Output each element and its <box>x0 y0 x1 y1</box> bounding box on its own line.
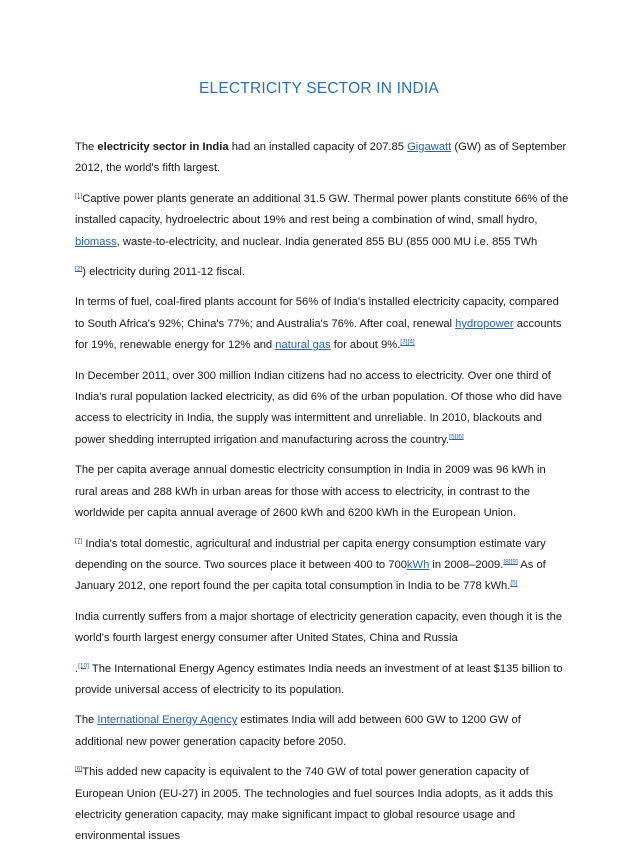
text-run: estimates India will add between 600 GW to 1200 GW of additional new power generation capacity before 2050. <box>75 714 521 748</box>
paragraph <box>75 137 569 180</box>
bold-text: electricity sector in India <box>97 141 229 153</box>
paragraph <box>75 189 569 253</box>
text-run: In December 2011, over 300 million Indian citizens had no access to electricity. Over one third of India's rural population lacked electricity, as did 6% of the urban population. Of those who did have access to electricity in India, the supply was intermittent and unreliable. In 2010, blackouts and power shedding interrupted irrigation and manufacturing across the country. <box>75 369 563 446</box>
text-run: , waste-to-electricity, and nuclear. India generated 855 BU (855 000 MU i.e. 855 TWh <box>116 235 538 248</box>
text-run: . <box>75 662 79 675</box>
text-run: As of January 2012, one report found the per capita total consumption in India to be 778 kWh. <box>75 558 546 593</box>
citation-link[interactable]: [10] <box>78 661 89 669</box>
text-run: In terms of fuel, coal-fired plants account for 56% of India's installed electricity capacity, compared to South Africa's 92%; China's 77%; and Australia's 76%. After coal, renewal <box>75 296 559 330</box>
paragraph <box>75 534 569 598</box>
paragraph <box>75 762 569 848</box>
text-run: (GW) as of September 2012, the world's fifth largest. <box>75 141 567 175</box>
hyperlink[interactable]: kWh <box>406 558 430 571</box>
paragraph <box>75 460 569 524</box>
citation <box>503 558 517 565</box>
citation-link[interactable]: [3][4] <box>400 338 415 346</box>
paragraph <box>75 710 569 753</box>
citation-link[interactable]: [6] <box>75 765 83 773</box>
document-body <box>75 137 569 857</box>
citation <box>400 339 414 346</box>
text-run: The International Energy Agency estimates India needs an investment of at least $135 billion to provide universal access of electricity to its population. <box>75 662 563 696</box>
text-run: The per capita average annual domestic electricity consumption in India in 2009 was 96 kWh in rural areas and 288 kWh in urban areas for those with access to electricity, in contrast to the worldwide per capita annual average of 2600 kWh and 6200 kWh in the European Union. <box>75 464 546 520</box>
document-title: ELECTRICITY SECTOR IN INDIA <box>199 80 439 97</box>
hyperlink[interactable]: International Energy Agency <box>97 714 238 727</box>
citation-link[interactable]: [5] <box>510 579 518 587</box>
citation <box>449 433 463 440</box>
text-run: India currently suffers from a major shortage of electricity generation capacity, even though it is the world's fourth largest energy consumer after United States, China and Russia <box>75 610 563 645</box>
hyperlink[interactable]: hydropower <box>455 317 514 330</box>
citation-link[interactable]: [7] <box>75 536 83 544</box>
citation-link[interactable]: [5][6] <box>449 433 464 441</box>
citation <box>510 580 517 587</box>
paragraph <box>75 292 569 356</box>
text-run: India's total domestic, agricultural and industrial per capita energy consumption estimate vary depending on the source. Two sources place it between 400 to 700 <box>75 537 546 571</box>
citation-link[interactable]: [2] <box>75 265 83 273</box>
text-run: accounts for 19%, renewable energy for 12% and <box>75 317 562 352</box>
text-run: Captive power plants generate an additional 31.5 GW. Thermal power plants constitute 66% of the installed capacity, hydroelectric about 19% and rest being a combination of wind, small hydro, <box>75 192 569 227</box>
text-run: had an installed capacity of 207.85 <box>228 141 408 153</box>
paragraph <box>75 366 569 452</box>
hyperlink[interactable]: biomass <box>75 235 117 248</box>
paragraph <box>75 607 569 650</box>
citation-link[interactable]: [1] <box>75 192 83 200</box>
citation <box>78 662 89 669</box>
text-run: for about 9%. <box>330 339 401 352</box>
hyperlink[interactable]: natural gas <box>275 339 331 352</box>
paragraph <box>75 659 569 702</box>
text-run: in 2008–2009. <box>429 558 504 571</box>
hyperlink[interactable]: Gigawatt <box>407 141 452 153</box>
citation-link[interactable]: [8][9] <box>503 558 518 566</box>
text-run: The <box>75 141 98 153</box>
paragraph <box>75 262 569 283</box>
text-run: ) electricity during 2011-12 fiscal. <box>82 266 245 279</box>
text-run: The <box>75 714 98 727</box>
text-run: This added new capacity is equivalent to the 740 GW of total power generation capacity of European Union (EU-27) in 2005. The technologies and fuel sources India adopts, as it adds this electricity generation capacity, may make significant impact to global resource usage and environmental issues <box>75 766 554 843</box>
